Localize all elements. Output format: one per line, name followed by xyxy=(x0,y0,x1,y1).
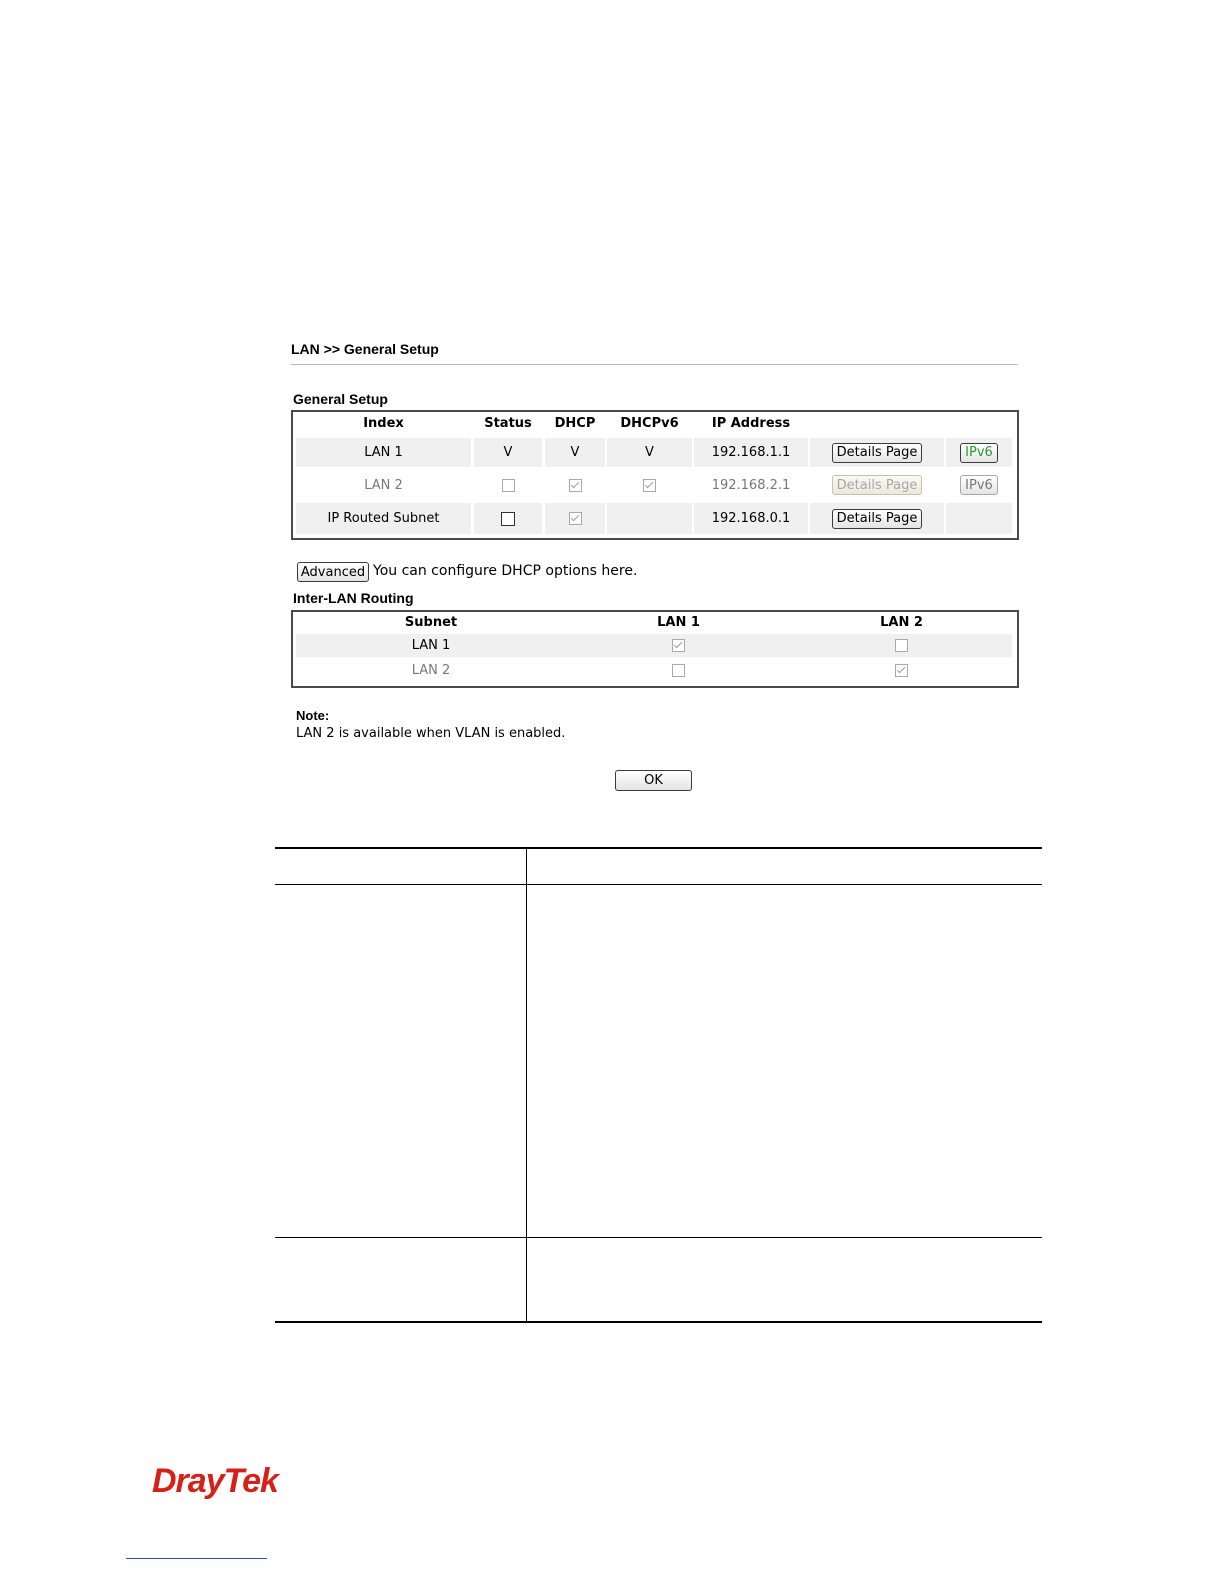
description-table-top-rule xyxy=(275,847,1042,849)
ip-value: 192.168.0.1 xyxy=(711,511,791,526)
advanced-hint: You can configure DHCP options here. xyxy=(373,563,638,579)
status-value: V xyxy=(503,445,513,460)
routed-dhcpv6 xyxy=(607,503,692,534)
ilr-row-lan2-lan2 xyxy=(791,658,1012,682)
description-table-column-divider xyxy=(526,849,527,1321)
description-table-header-rule xyxy=(275,884,1042,885)
header-lan2: LAN 2 xyxy=(880,615,923,630)
lan1-details-page-button[interactable]: Details Page xyxy=(832,443,922,463)
general-setup-title: General Setup xyxy=(293,391,388,407)
lan1-details-cell xyxy=(810,438,944,467)
table-row-lan1-index xyxy=(296,438,471,467)
ilr-row-lan1-lan1 xyxy=(566,634,791,657)
lan1-dhcp xyxy=(545,438,605,467)
title-divider xyxy=(291,364,1018,365)
description-table-bottom-rule xyxy=(275,1321,1042,1323)
ip-value: 192.168.2.1 xyxy=(711,477,791,493)
lan2-ipv6-button[interactable]: IPv6 xyxy=(960,475,998,495)
lan2-details-cell xyxy=(810,469,944,501)
routed-ipv6-cell xyxy=(946,503,1012,534)
note-title: Note: xyxy=(296,708,330,723)
ilr-row-lan1-lan2 xyxy=(791,634,1012,657)
header-ip-address: IP Address xyxy=(711,416,791,431)
note-text: LAN 2 is available when VLAN is enabled. xyxy=(296,726,566,741)
lan2-ip xyxy=(694,469,808,501)
advanced-button[interactable]: Advanced xyxy=(297,562,369,582)
subnet-label: LAN 1 xyxy=(411,638,451,653)
ilr-row-lan2-subnet xyxy=(296,658,566,682)
routed-details-page-button[interactable]: Details Page xyxy=(832,509,922,529)
table-row-routed-index xyxy=(296,503,471,534)
lan1-lan1-checkbox[interactable] xyxy=(672,639,685,652)
header-dhcp: DHCP xyxy=(554,416,596,431)
draytek-logo: DrayTek xyxy=(152,1462,278,1500)
header-lan1: LAN 1 xyxy=(657,615,700,630)
table-row-lan2-index xyxy=(296,469,471,501)
routed-details-cell xyxy=(810,503,944,534)
description-table-row-rule xyxy=(275,1237,1042,1238)
routed-ip xyxy=(694,503,808,534)
header-status: Status xyxy=(484,416,532,431)
ilr-row-lan2-lan1 xyxy=(566,658,791,682)
ilr-row-lan1-subnet xyxy=(296,634,566,657)
ip-value: 192.168.1.1 xyxy=(711,445,791,460)
dhcpv6-value: V xyxy=(645,445,654,460)
lan2-ipv6-cell xyxy=(946,469,1012,501)
lan1-ip xyxy=(694,438,808,467)
subnet-label: LAN 2 xyxy=(411,662,451,678)
dhcp-value: V xyxy=(570,445,580,460)
lan2-status xyxy=(474,469,542,501)
inter-lan-routing-title: Inter-LAN Routing xyxy=(293,590,414,606)
index-label: LAN 1 xyxy=(364,445,403,460)
routed-status xyxy=(474,503,542,534)
lan2-dhcpv6-checkbox[interactable] xyxy=(643,479,656,492)
lan2-dhcp xyxy=(545,469,605,501)
lan2-lan2-checkbox[interactable] xyxy=(895,664,908,677)
lan1-status xyxy=(474,438,542,467)
lan2-status-checkbox[interactable] xyxy=(502,479,515,492)
routed-status-checkbox[interactable] xyxy=(501,512,515,526)
header-subnet: Subnet xyxy=(404,615,458,630)
routed-dhcp xyxy=(545,503,605,534)
index-label: LAN 2 xyxy=(364,477,403,493)
lan2-lan1-checkbox[interactable] xyxy=(672,664,685,677)
lan2-details-page-button[interactable]: Details Page xyxy=(832,475,922,495)
breadcrumb: LAN >> General Setup xyxy=(291,341,439,357)
lan1-dhcpv6 xyxy=(607,438,692,467)
lan1-ipv6-cell xyxy=(946,438,1012,467)
lan1-lan2-checkbox[interactable] xyxy=(895,639,908,652)
lan2-dhcpv6 xyxy=(607,469,692,501)
lan1-ipv6-button[interactable]: IPv6 xyxy=(960,443,998,463)
footer-link-underline[interactable] xyxy=(126,1558,267,1559)
lan2-dhcp-checkbox[interactable] xyxy=(569,479,582,492)
header-dhcpv6: DHCPv6 xyxy=(620,416,679,431)
index-label: IP Routed Subnet xyxy=(327,511,440,526)
header-index: Index xyxy=(363,416,404,431)
routed-dhcp-checkbox[interactable] xyxy=(569,512,582,525)
ok-button[interactable]: OK xyxy=(615,770,692,791)
